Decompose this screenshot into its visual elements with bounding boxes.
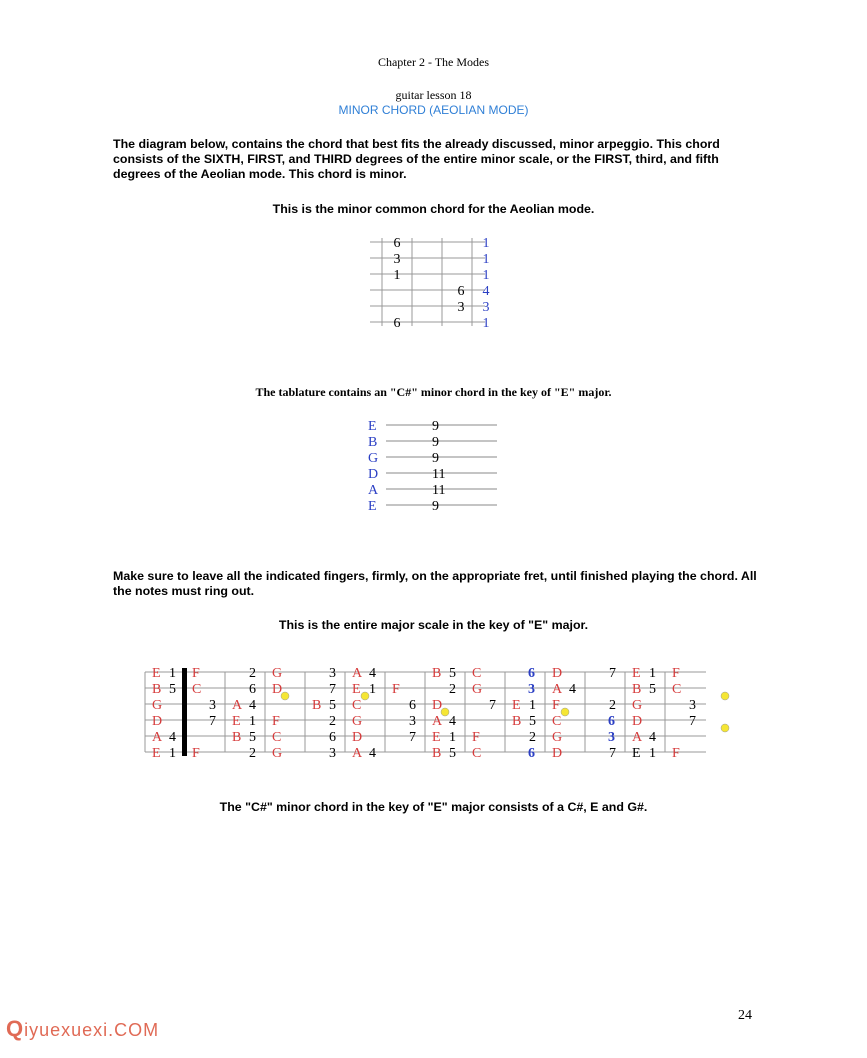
fretboard-label: B bbox=[512, 714, 522, 729]
fretboard-label: B bbox=[312, 698, 322, 713]
chord-degree-label: 1 bbox=[482, 236, 490, 251]
fretboard-label: 5 bbox=[449, 746, 456, 761]
tab-string-name: B bbox=[368, 435, 378, 450]
chord-degree-label: 1 bbox=[482, 316, 490, 331]
chapter-heading: Chapter 2 - The Modes bbox=[377, 55, 490, 69]
chord-tone-dot bbox=[561, 708, 569, 716]
fretboard-label: 1 bbox=[649, 666, 656, 681]
chord-degree-label: 1 bbox=[482, 268, 490, 283]
fretboard-label: 1 bbox=[449, 730, 456, 745]
fretboard-nut bbox=[182, 668, 187, 756]
fretboard-label: 1 bbox=[649, 746, 656, 761]
fretboard-label: C bbox=[192, 682, 202, 697]
tab-string-name: A bbox=[368, 483, 379, 498]
fretboard-label: G bbox=[272, 746, 283, 761]
fretboard-label: D bbox=[632, 714, 643, 729]
fretboard-label: A bbox=[352, 666, 363, 681]
fretboard-label: D bbox=[272, 682, 283, 697]
fretboard-label: 5 bbox=[249, 730, 256, 745]
fretboard-label: 3 bbox=[608, 730, 615, 745]
chord-tone-dot bbox=[281, 692, 289, 700]
chord-finger-label: 3 bbox=[393, 252, 401, 267]
fretboard-label: E bbox=[232, 714, 241, 729]
fretboard-label: 7 bbox=[489, 698, 496, 713]
lesson-subtitle: MINOR CHORD (AEOLIAN MODE) bbox=[338, 103, 529, 117]
fretboard-label: 6 bbox=[329, 730, 336, 745]
fretboard-label: 5 bbox=[529, 714, 536, 729]
tab-string-name: G bbox=[368, 451, 379, 466]
fretboard-label: 1 bbox=[249, 714, 256, 729]
fretboard-label: 4 bbox=[249, 698, 256, 713]
fretboard-label: 4 bbox=[369, 746, 376, 761]
fretboard-label: 6 bbox=[528, 746, 535, 761]
fretboard-label: A bbox=[232, 698, 243, 713]
fretboard-label: G bbox=[472, 682, 483, 697]
fretboard-label: C bbox=[672, 682, 682, 697]
fretboard-label: A bbox=[432, 714, 443, 729]
tab-fret-number: 9 bbox=[432, 435, 439, 450]
lesson-title: guitar lesson 18 bbox=[395, 88, 472, 102]
chord-degree-label: 3 bbox=[482, 300, 490, 315]
chord-tone-dot bbox=[441, 708, 449, 716]
fretboard-label: 1 bbox=[169, 666, 176, 681]
fretboard-label: E bbox=[152, 666, 161, 681]
fretboard-label: D bbox=[552, 666, 563, 681]
fretboard-label: 4 bbox=[649, 730, 656, 745]
scale-caption: This is the entire major scale in the key of "E" major. bbox=[278, 618, 589, 632]
fretboard-label: 3 bbox=[528, 682, 535, 697]
chord-finger-label: 3 bbox=[457, 300, 465, 315]
fretboard-label: A bbox=[632, 730, 643, 745]
fretboard-label: 2 bbox=[249, 666, 256, 681]
fretboard-label: E bbox=[432, 730, 441, 745]
tab-fret-number: 11 bbox=[432, 467, 446, 482]
tab-string-name: E bbox=[368, 419, 377, 434]
fretboard-label: G bbox=[632, 698, 643, 713]
fretboard-label: F bbox=[192, 666, 200, 681]
fretboard-label: D bbox=[552, 746, 563, 761]
fretboard-label: 5 bbox=[169, 682, 176, 697]
fretboard-label: 3 bbox=[689, 698, 696, 713]
fretboard-label: D bbox=[352, 730, 363, 745]
fretboard-label: 7 bbox=[609, 746, 616, 761]
conclusion-caption: The "C#" minor chord in the key of "E" major consists of a C#, E and G#. bbox=[219, 800, 648, 814]
fretboard-label: 3 bbox=[209, 698, 216, 713]
chord-finger-label: 1 bbox=[393, 268, 401, 283]
fretboard-label: C bbox=[472, 666, 482, 681]
chord-degree-label: 4 bbox=[482, 284, 490, 299]
fretboard-label: 2 bbox=[449, 682, 456, 697]
fretboard-label: 7 bbox=[609, 666, 616, 681]
fretboard-label: C bbox=[472, 746, 482, 761]
fretboard-label: G bbox=[272, 666, 283, 681]
chord-tone-dot bbox=[721, 724, 729, 732]
fretboard-label: E bbox=[632, 746, 641, 761]
tab-fret-number: 9 bbox=[432, 499, 439, 514]
fretboard-label: 6 bbox=[608, 714, 615, 729]
fretboard-label: 1 bbox=[529, 698, 536, 713]
fretboard-label: 6 bbox=[249, 682, 256, 697]
chord-diagram bbox=[360, 232, 500, 334]
fretboard-label: 2 bbox=[529, 730, 536, 745]
fretboard-label: 5 bbox=[329, 698, 336, 713]
fretboard-label: A bbox=[552, 682, 563, 697]
fretboard-label: F bbox=[272, 714, 280, 729]
fretboard-label: A bbox=[352, 746, 363, 761]
fretboard-label: 2 bbox=[329, 714, 336, 729]
tab-fret-number: 9 bbox=[432, 451, 439, 466]
site-watermark: Qiyuexuexi.COM bbox=[6, 1016, 160, 1041]
tab-string-name: E bbox=[368, 499, 377, 514]
fretboard-label: 3 bbox=[329, 666, 336, 681]
tab-fret-number: 9 bbox=[432, 419, 439, 434]
fretboard-label: 4 bbox=[449, 714, 456, 729]
fretboard-label: 4 bbox=[369, 666, 376, 681]
page-number: 24 bbox=[738, 1008, 752, 1023]
fretboard-label: 7 bbox=[689, 714, 696, 729]
fretboard-label: 4 bbox=[169, 730, 176, 745]
fretboard-label: 7 bbox=[329, 682, 336, 697]
chord-tone-dot bbox=[721, 692, 729, 700]
fretboard-label: D bbox=[152, 714, 163, 729]
fretboard-label: E bbox=[152, 746, 161, 761]
fretboard-label: B bbox=[152, 682, 162, 697]
tablature bbox=[360, 417, 505, 517]
fretboard-label: C bbox=[552, 714, 562, 729]
fretboard-label: 3 bbox=[409, 714, 416, 729]
fretboard-label: E bbox=[512, 698, 521, 713]
fretboard-label: C bbox=[272, 730, 282, 745]
fretboard-label: 2 bbox=[249, 746, 256, 761]
tablature-caption: The tablature contains an "C#" minor chord in the key of "E" major. bbox=[255, 385, 612, 399]
tab-fret-number: 11 bbox=[432, 483, 446, 498]
fretboard-label: C bbox=[352, 698, 362, 713]
fretboard-label: F bbox=[672, 746, 680, 761]
tab-string-name: D bbox=[368, 467, 379, 482]
fretboard-label: F bbox=[392, 682, 400, 697]
fretboard-label: 1 bbox=[169, 746, 176, 761]
chord-finger-label: 6 bbox=[393, 316, 401, 331]
fretboard-label: 7 bbox=[209, 714, 216, 729]
fretboard-label: B bbox=[232, 730, 242, 745]
fretboard-label: 7 bbox=[409, 730, 416, 745]
fretboard-label: 5 bbox=[649, 682, 656, 697]
fretboard-label: D bbox=[432, 698, 443, 713]
chord-tone-dot bbox=[361, 692, 369, 700]
fretboard-label: 1 bbox=[369, 682, 376, 697]
fretboard-label: B bbox=[432, 746, 442, 761]
fretboard-label: B bbox=[632, 682, 642, 697]
fretboard-label: F bbox=[672, 666, 680, 681]
fretboard-label: 6 bbox=[409, 698, 416, 713]
fretboard-label: E bbox=[632, 666, 641, 681]
fretboard-label: E bbox=[352, 682, 361, 697]
fretboard-label: 6 bbox=[528, 666, 535, 681]
fretboard-label: F bbox=[552, 698, 560, 713]
fretboard-label: 4 bbox=[569, 682, 576, 697]
fretboard-label: A bbox=[152, 730, 163, 745]
instruction-paragraph: Make sure to leave all the indicated fingers, firmly, on the appropriate fret, until finished playing the chord. All the notes must ring out. bbox=[113, 569, 757, 598]
fretboard-label: 3 bbox=[329, 746, 336, 761]
fretboard-label: G bbox=[352, 714, 363, 729]
fretboard-label: G bbox=[552, 730, 563, 745]
fretboard-label: F bbox=[472, 730, 480, 745]
fretboard-label: F bbox=[192, 746, 200, 761]
fretboard-diagram bbox=[0, 662, 867, 766]
chord-diagram-caption: This is the minor common chord for the Aeolian mode. bbox=[272, 202, 595, 216]
chord-finger-label: 6 bbox=[393, 236, 401, 251]
fretboard-label: 2 bbox=[609, 698, 616, 713]
fretboard-label: G bbox=[152, 698, 163, 713]
chord-finger-label: 6 bbox=[457, 284, 465, 299]
intro-paragraph: The diagram below, contains the chord that best fits the already discussed, minor arpeggio. This chord consists of the SIXTH, FIRST, and THIRD degrees of the entire minor scale, or the FIRST, third, and fifth degrees of the Aeolian mode. This chord is minor. bbox=[113, 137, 720, 181]
fretboard-label: 5 bbox=[449, 666, 456, 681]
fretboard-label: B bbox=[432, 666, 442, 681]
chord-degree-label: 1 bbox=[482, 252, 490, 267]
